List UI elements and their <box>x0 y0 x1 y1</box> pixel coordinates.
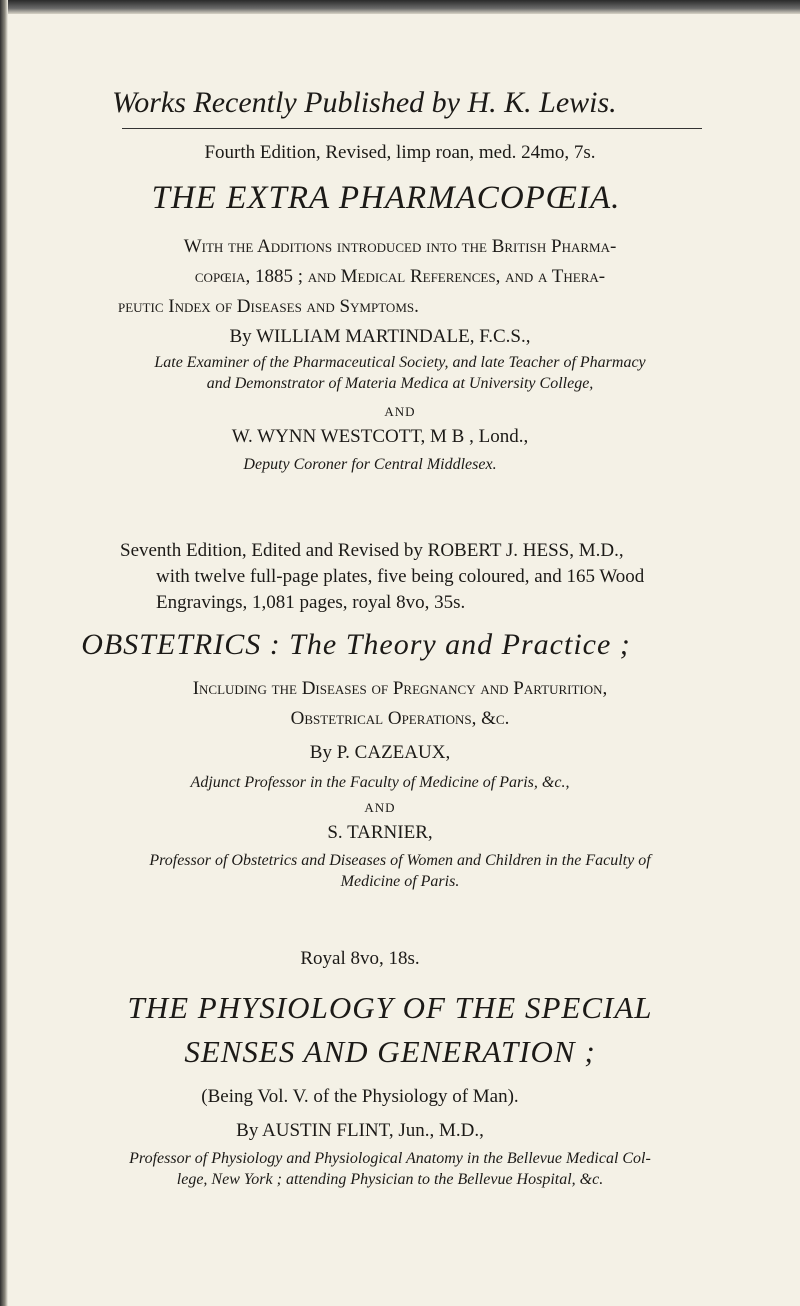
book3-affil-line: lege, New York ; attending Physician to the Bellevue Hospital, &c. <box>176 1171 604 1188</box>
book1-author2: W. WYNN WESTCOTT, M B , Lond., <box>231 426 529 447</box>
book3-affil-line: Professor of Physiology and Physiological Anatomy in the Bellevue Medical Col- <box>129 1150 651 1167</box>
book1-subtitle-line: copœia, 1885 ; and Medical References, and a Thera- <box>194 266 606 287</box>
book2-subtitle-line: Obstetrical Operations, &c. <box>290 708 510 729</box>
book2-affil2-line: Medicine of Paris. <box>340 873 460 890</box>
book1-affil1 <box>0 352 800 394</box>
book2-subtitle <box>0 674 800 734</box>
book2-affil2-line: Professor of Obstetrics and Diseases of Women and Children in the Faculty of <box>149 852 651 869</box>
book1-affil1-line: and Demonstrator of Materia Medica at University College, <box>206 375 594 392</box>
book1-title: THE EXTRA PHARMACOPŒIA. <box>151 180 621 216</box>
book2-affil1: Adjunct Professor in the Faculty of Medicine of Paris, &c., <box>190 774 570 791</box>
book3-edition: Royal 8vo, 18s. <box>300 948 420 969</box>
book2-title: OBSTETRICS : The Theory and Practice ; <box>81 628 631 661</box>
book2-subtitle-line: Including the Diseases of Pregnancy and Parturition, <box>192 678 608 699</box>
page-header: Works Recently Published by H. K. Lewis. <box>112 86 617 119</box>
book3-title <box>0 986 790 1074</box>
book2-author2: S. TARNIER, <box>327 822 433 843</box>
book3-author: By AUSTIN FLINT, Jun., M.D., <box>236 1120 484 1141</box>
book1-author1: By WILLIAM MARTINDALE, F.C.S., <box>229 326 531 347</box>
book1-and: AND <box>384 404 416 419</box>
book3-title-line: THE PHYSIOLOGY OF THE SPECIAL <box>127 990 653 1025</box>
book1-edition: Fourth Edition, Revised, limp roan, med. 24mo, 7s. <box>204 142 596 163</box>
book1-subtitle-line: peutic Index of Diseases and Symptoms. <box>118 296 419 317</box>
book2-author1: By P. CAZEAUX, <box>309 742 451 763</box>
book2-edition <box>120 538 720 616</box>
book3-title-line: SENSES AND GENERATION ; <box>184 1034 596 1069</box>
header-rule <box>122 128 702 129</box>
book2-edition-line: Engravings, 1,081 pages, royal 8vo, 35s. <box>156 592 466 613</box>
book2-and: AND <box>364 800 396 815</box>
book1-affil1-line: Late Examiner of the Pharmaceutical Society, and late Teacher of Pharmacy <box>154 354 646 371</box>
book1-subtitle <box>0 232 800 322</box>
book1-affil2: Deputy Coroner for Central Middlesex. <box>243 456 497 473</box>
book3-note: (Being Vol. V. of the Physiology of Man). <box>201 1086 519 1107</box>
book3-affil <box>0 1148 790 1190</box>
book2-affil2 <box>0 850 800 892</box>
book2-edition-line: Seventh Edition, Edited and Revised by ROBERT J. HESS, M.D., <box>120 540 624 561</box>
book2-edition-line: with twelve full-page plates, five being coloured, and 165 Wood <box>156 566 645 587</box>
book1-subtitle-line: With the Additions introduced into the British Pharma- <box>183 236 617 257</box>
